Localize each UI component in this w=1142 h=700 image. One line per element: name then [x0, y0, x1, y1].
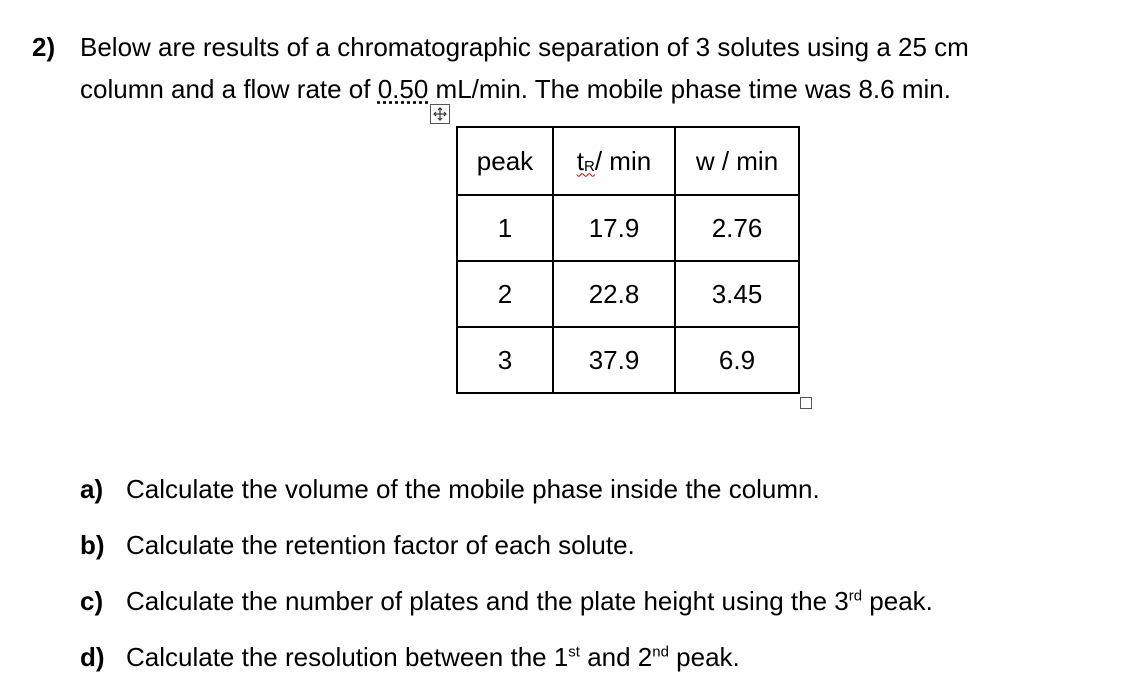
- cell-tr: 37.9: [553, 327, 675, 393]
- question-text-2b: mL/min. The mobile phase time was 8.6 min.: [428, 74, 951, 104]
- results-table: [456, 126, 800, 394]
- part-c-label: c): [80, 586, 104, 616]
- table-move-icon[interactable]: [430, 104, 450, 124]
- table-row: [457, 261, 799, 327]
- part-d-sup-2: nd: [652, 643, 669, 661]
- cell-peak: 1: [457, 195, 553, 261]
- part-d-text-mid: and 2: [579, 642, 653, 672]
- cell-tr: 17.9: [553, 195, 675, 261]
- header-retention-time: [553, 127, 675, 195]
- question-text-2a: column and a flow rate of: [80, 74, 378, 104]
- table-header-row: [457, 127, 799, 195]
- cell-peak: 3: [457, 327, 553, 393]
- part-a-label: a): [80, 474, 104, 504]
- question-line-1: [32, 32, 969, 62]
- part-a-text: Calculate the volume of the mobile phase inside the column.: [126, 474, 820, 504]
- part-d-text-end: peak.: [668, 642, 740, 672]
- cell-w: 2.76: [675, 195, 799, 261]
- part-c: [80, 586, 933, 616]
- part-d-text: Calculate the resolution between the 1: [126, 642, 569, 672]
- cell-w: 3.45: [675, 261, 799, 327]
- question-number: 2): [32, 32, 56, 62]
- cell-peak: 2: [457, 261, 553, 327]
- tr-subscript: R: [584, 157, 595, 175]
- part-b-text: Calculate the retention factor of each solute.: [126, 530, 635, 560]
- part-b: [80, 530, 635, 560]
- part-d-label: d): [80, 642, 105, 672]
- table-resize-icon[interactable]: [800, 397, 812, 409]
- part-c-sup: rd: [848, 587, 863, 605]
- flow-rate-value: 0.50: [377, 74, 429, 104]
- part-c-text-end: peak.: [862, 586, 933, 616]
- part-c-text: Calculate the number of plates and the plate height using the 3: [126, 586, 849, 616]
- part-d: [80, 642, 740, 672]
- question-text-1: Below are results of a chromatographic separation of 3 solutes using a 25 cm: [80, 32, 969, 62]
- header-width: w / min: [675, 127, 799, 195]
- move-icon: [433, 107, 447, 121]
- part-b-label: b): [80, 530, 105, 560]
- tr-unit: / min: [594, 145, 652, 176]
- tr-letter: t: [576, 145, 585, 176]
- tr-symbol: [577, 146, 595, 176]
- table-row: [457, 327, 799, 393]
- part-a: [80, 474, 820, 504]
- cell-w: 6.9: [675, 327, 799, 393]
- table-row: [457, 195, 799, 261]
- cell-tr: 22.8: [553, 261, 675, 327]
- header-peak: peak: [457, 127, 553, 195]
- part-d-sup-1: st: [568, 643, 580, 661]
- question-line-2: [80, 74, 951, 104]
